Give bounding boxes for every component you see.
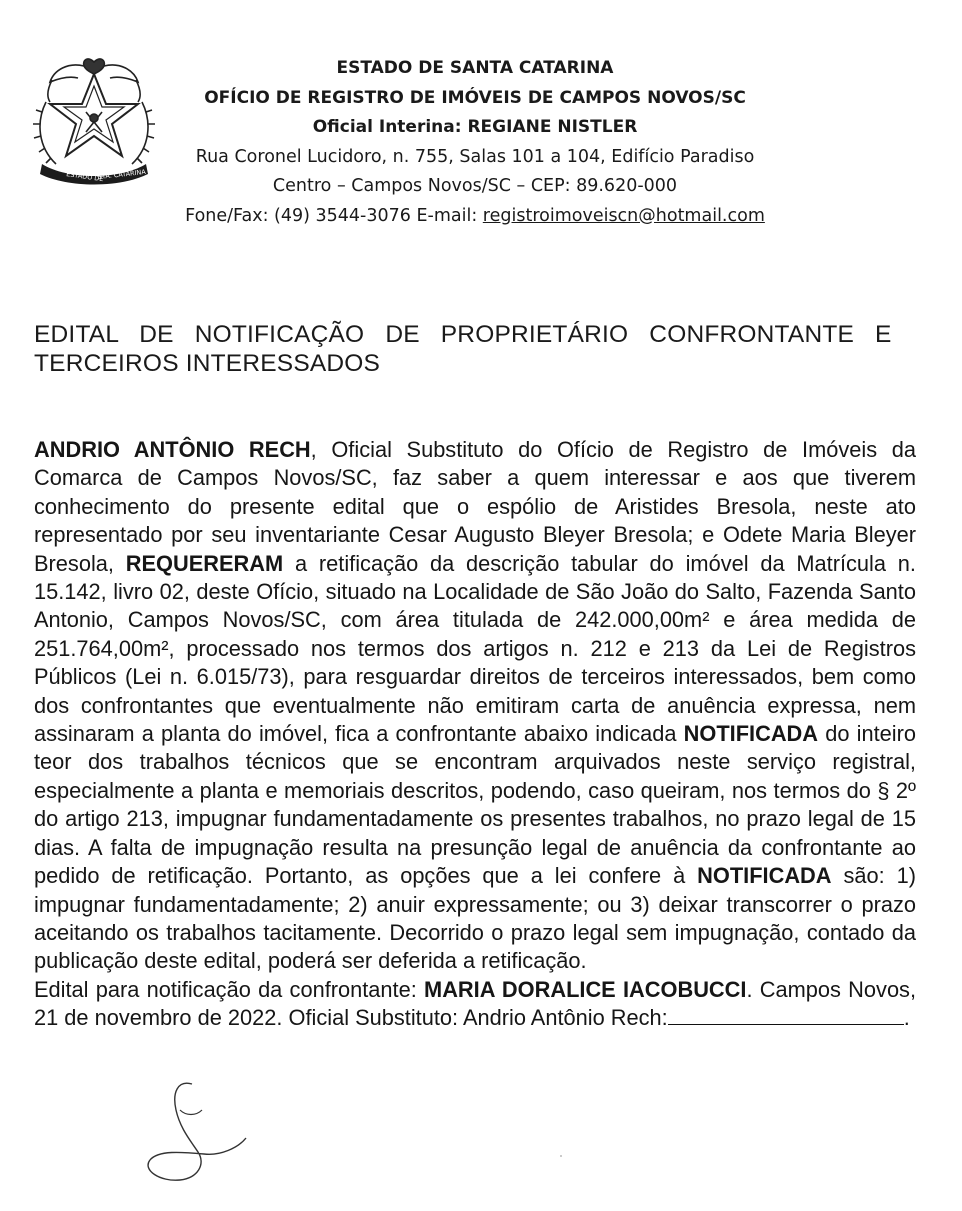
contact-line xyxy=(150,202,800,232)
notified-party-name: MARIA DORALICE IACOBUCCI xyxy=(424,976,747,1002)
body-text: . Campos Novos, 21 de novembro de 2022. Oficial Substituto: Andrio Antônio Rech: xyxy=(34,976,917,1031)
coat-of-arms-icon xyxy=(28,52,160,186)
body-text: . xyxy=(903,1005,910,1031)
notificada-emphasis: NOTIFICADA xyxy=(683,721,819,747)
address-line: Rua Coronel Lucidoro, n. 755, Salas 101 a 104, Edifício Paradiso xyxy=(195,146,755,167)
title-line-1: EDITAL DE NOTIFICAÇÃO DE PROPRIETÁRIO CONFRONTANTE E xyxy=(34,321,892,348)
svg-text:ESTADO DE: ESTADO DE xyxy=(65,170,104,184)
official-name: Oficial Interina: REGIANE NISTLER xyxy=(312,117,638,137)
letterhead xyxy=(150,54,800,231)
body-text: são: 1) impugnar fundamentadamente; 2) anuir expressamente; ou 3) deixar transcorrer o prazo aceitando os trabalhos tacitamente. Decorrido o prazo legal sem impugnação, contado da publicação deste edital, poderá ser deferida a retificação. xyxy=(34,863,916,974)
title-line-2: TERCEIROS INTERESSADOS xyxy=(34,350,381,377)
office-name: OFÍCIO DE REGISTRO DE IMÓVEIS DE CAMPOS NOVOS/SC xyxy=(204,87,746,108)
svg-text:STA. CATARINA: STA. CATARINA xyxy=(97,167,147,181)
body-text: Edital para notificação da confrontante: xyxy=(34,976,425,1002)
notice-body xyxy=(34,436,916,1033)
signature-line xyxy=(668,1006,904,1025)
handwritten-signature xyxy=(120,1070,260,1190)
notificada-emphasis: NOTIFICADA xyxy=(697,863,832,889)
body-text: a retificação da descrição tabular do imóvel da Matrícula n. 15.142, livro 02, deste Ofício, situado na Localidade de São João do Salto, Fazenda Santo Antonio, Campos Novos/SC, com área titulada de 242.000,00m² e área medida de 251.764,00m², processado nos termos dos artigos n. 212 e 213 da Lei de Registros Públicos (Lei n. 6.015/73), para resguardar direitos de terceiros interessados, bem como dos confrontantes que eventualmente não emitiram carta de anuência expressa, nem assinaram a planta do imóvel, fica a confrontante abaixo indicada xyxy=(34,550,916,747)
paragraph-closing xyxy=(34,976,916,1033)
email-link[interactable]: registroimoveiscn@hotmail.com xyxy=(482,205,765,226)
requereram-emphasis: REQUERERAM xyxy=(125,550,284,576)
notice-title xyxy=(34,320,918,378)
paragraph-main xyxy=(34,436,916,976)
scan-speck xyxy=(560,1155,562,1157)
officer-name: ANDRIO ANTÔNIO RECH xyxy=(34,437,311,462)
city-line: Centro – Campos Novos/SC – CEP: 89.620-000 xyxy=(272,176,678,196)
state-name: ESTADO DE SANTA CATARINA xyxy=(336,58,614,78)
phone-text: Fone/Fax: (49) 3544-3076 E-mail: xyxy=(185,205,483,226)
body-text: , Oficial Substituto do Ofício de Registro de Imóveis da Comarca de Campos Novos/SC, faz saber a quem interessar e aos que tiverem conhecimento do presente edital que o espólio de Aristides Bresola, neste ato representado por seu inventariante Cesar Augusto Bleyer Bresola; e Odete Maria Bleyer Bresola, xyxy=(34,437,916,576)
body-text: do inteiro teor dos trabalhos técnicos que se encontram arquivados neste serviço registral, especialmente a planta e memoriais descritos, podendo, caso queiram, nos termos do § 2º do artigo 213, impugnar fundamentadamente os presentes trabalhos, no prazo legal de 15 dias. A falta de impugnação resulta na presunção legal de anuência da confrontante ao pedido de retificação. Portanto, as opções que a lei confere à xyxy=(34,721,916,889)
